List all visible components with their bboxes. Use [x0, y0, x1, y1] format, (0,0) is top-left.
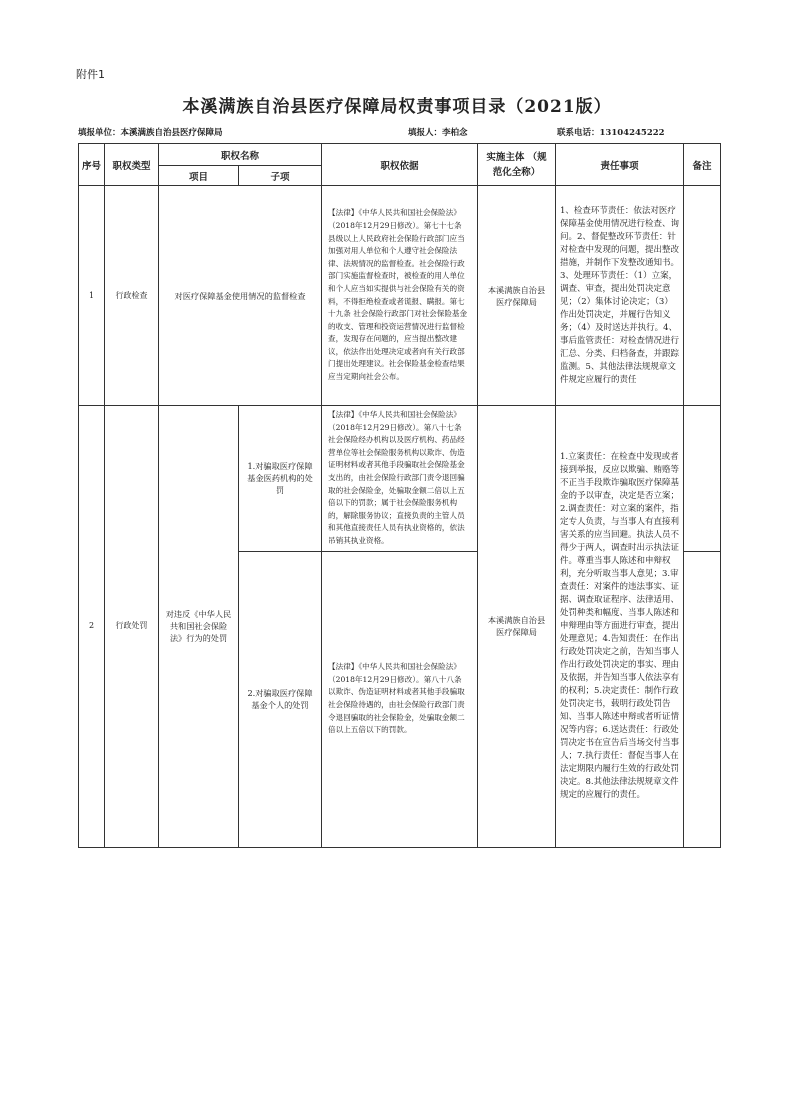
- header-subitem: 子项: [239, 166, 322, 186]
- filing-unit: 填报单位：本溪满族自治县医疗保障局: [78, 128, 223, 138]
- contact-phone: 联系电话：13104245222: [557, 128, 665, 138]
- row-subject: 本溪满族自治县医疗保障局: [478, 186, 556, 406]
- table-row: [79, 186, 721, 406]
- attachment-label: 附件1: [76, 68, 105, 81]
- row-basis: 【法律】《中华人民共和国社会保险法》（2018年12月29日修改）。第七十七条 县级以上人民政府社会保险行政部门应当加强对用人单位和个人遵守社会保险法律、法规情况的监督检查。社会保险行政部门实施监督检查时，被检查的用人单位和个人应当如实提供与社会保险有关的资料，不得拒绝检查或者谎报、瞒报。第七十九条 社会保险行政部门对社会保险基金的收支、管理和投资运营情况进行监督检查，发现存在问题的，应当提出整改建议，依法作出处理决定或者向有关行政部门提出处理建议。社会保险基金检查结果应当定期向社会公布。: [322, 186, 478, 406]
- row-subject: 本溪满族自治县医疗保障局: [478, 406, 556, 848]
- row-responsibility: 1.立案责任：在检查中发现或者接到举报，反应以欺骗、贿赂等不正当手段欺诈骗取医疗保障基金的予以审查，决定是否立案；2.调查责任：对立案的案件，指定专人负责，与当事人有直接利害关系的应当回避。执法人员不得少于两人，调查时出示执法证件。尊重当事人陈述和申辩权利，充分听取当事人意见；3.审查责任：对案件的违法事实、证据、调查取证程序、法律适用、处罚种类和幅度、当事人陈述和申辩理由等方面进行审查，提出处理意见；4.告知责任：在作出行政处罚决定之前，告知当事人作出行政处罚决定的事实、理由及依据，并告知当事人依法享有的权利；5.决定责任：制作行政处罚决定书，载明行政处罚告知、当事人陈述申辩或者听证情况等内容；6.送达责任：行政处罚决定书在宣告后当场交付当事人；7.执行责任：督促当事人在法定期限内履行生效的行政处罚决定。8.其他法律法规规章文件规定的应履行的责任。: [556, 406, 684, 848]
- row-seq: 1: [79, 186, 105, 406]
- row-item: 对医疗保障基金使用情况的监督检查: [159, 186, 322, 406]
- table-row: [79, 406, 721, 552]
- row-remark: [684, 551, 721, 847]
- row-subitem: 2.对骗取医疗保障基金个人的处罚: [239, 551, 322, 847]
- filler-name: 填报人：李柏念: [408, 128, 468, 138]
- power-responsibility-table: [78, 143, 721, 848]
- row-seq: 2: [79, 406, 105, 848]
- row-power-type: 行政处罚: [105, 406, 159, 848]
- row-subitem: 1.对骗取医疗保障基金医药机构的处罚: [239, 406, 322, 552]
- row-item: 对违反《中华人民共和国社会保险法》行为的处罚: [159, 406, 239, 848]
- header-power-type: 职权类型: [105, 144, 159, 186]
- header-item: 项目: [159, 166, 239, 186]
- row-responsibility: 1、检查环节责任：依法对医疗保障基金使用情况进行检查、询问。2、督促整改环节责任：针对检查中发现的问题，提出整改措施，并制作下发整改通知书。3、处理环节责任：（1）立案，调查、审查，提出处罚决定意见；（2）集体讨论决定；（3）作出处罚决定，并履行告知义务；（4）及时送达并执行。4、事后监管责任：对检查情况进行汇总、分类、归档备查，并跟踪监测。5、其他法律法规规章文件规定应履行的责任: [556, 186, 684, 406]
- row-power-type: 行政检查: [105, 186, 159, 406]
- row-basis: 【法律】《中华人民共和国社会保险法》（2018年12月29日修改）。第八十八条 以欺诈、伪造证明材料或者其他手段骗取社会保险待遇的，由社会保险行政部门责令退回骗取的社会保险金，处骗取金额二倍以上五倍以下的罚款。: [322, 551, 478, 847]
- row-basis: 【法律】《中华人民共和国社会保险法》（2018年12月29日修改）。第八十七条 社会保险经办机构以及医疗机构、药品经营单位等社会保险服务机构以欺诈、伪造证明材料或者其他手段骗取社会保险基金支出的，由社会保险行政部门责令退回骗取的社会保险金，处骗取金额二倍以上五倍以下的罚款；属于社会保险服务机构的，解除服务协议；直接负责的主管人员和其他直接责任人员有执业资格的，依法吊销其执业资格。: [322, 406, 478, 552]
- row-remark: [684, 406, 721, 552]
- header-power-name: 职权名称: [159, 144, 322, 166]
- header-responsibility: 责任事项: [556, 144, 684, 186]
- page-title: 本溪满族自治县医疗保障局权责事项目录（2021版）: [182, 97, 612, 117]
- row-remark: [684, 186, 721, 406]
- header-basis: 职权依据: [322, 144, 478, 186]
- header-remark: 备注: [684, 144, 721, 186]
- header-subject: 实施主体 （规范化全称）: [478, 144, 556, 186]
- header-seq: 序号: [79, 144, 105, 186]
